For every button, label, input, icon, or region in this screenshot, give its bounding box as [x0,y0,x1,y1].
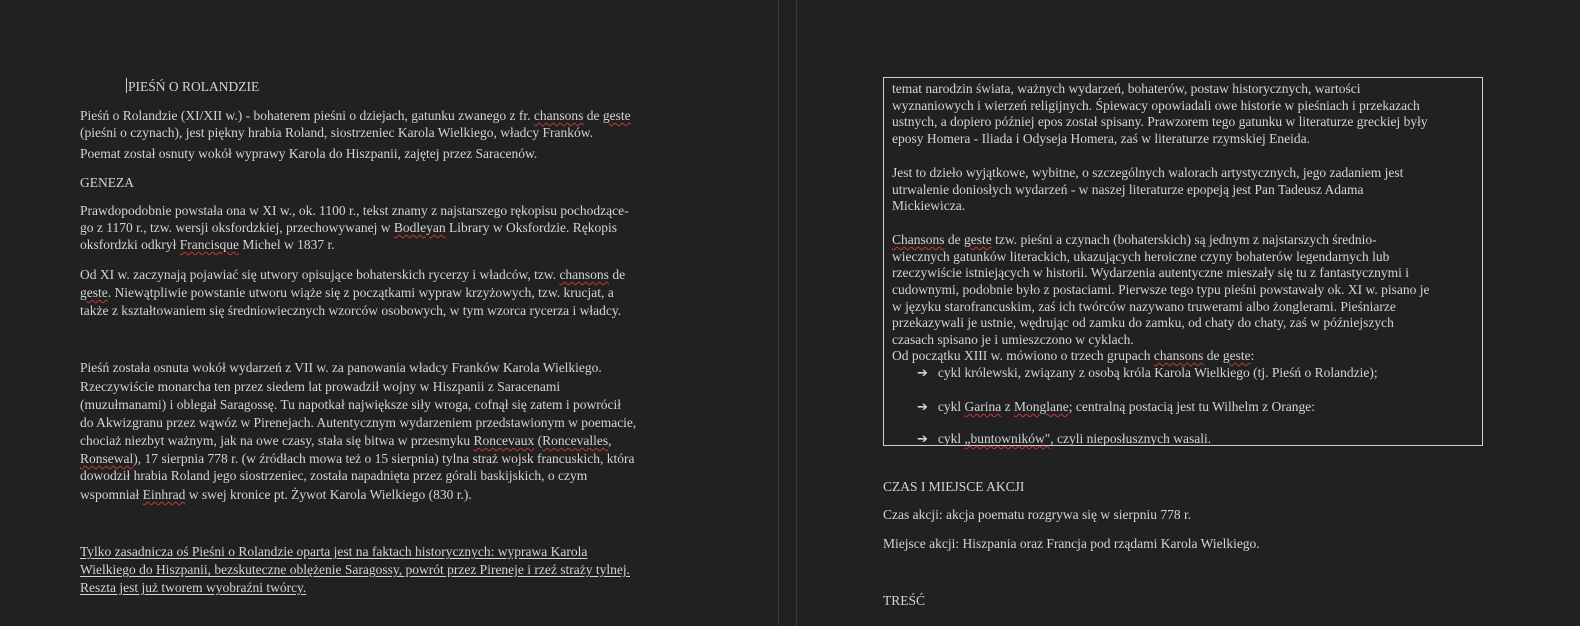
text-cursor [126,78,127,93]
box-p3-line-2[interactable]: wiecznych gatunków literackich, ukazujących heroiczne czyny bohaterów legendarnych lub [892,249,1390,264]
bullet-royal-cycle[interactable]: ➔ cykl królewski, związany z osobą króla Karola Wielkiego (tj. Pieśń o Rolandzie); [917,365,1378,381]
geneza-heading[interactable]: GENEZA [80,175,134,190]
para4-line-4[interactable]: do Akwizgranu przez wąwóz w Pirenejach. Autentycznym wydarzeniem przedstawionym w poemacie, [80,415,637,430]
para4-line-3[interactable]: (muzułmanami) i oblegał Saragossę. Tu napotkał największe siły wroga, cofnął się zatem i powrócił [80,397,621,412]
document-page-left[interactable] [0,0,778,626]
para3-line-3[interactable]: także z kształtowaniem się średniowiecznych wzorców osobowych, w tym wzorca rycerza i władcy. [80,303,622,318]
geneza-line-3[interactable]: oksfordzki odkrył Francisque Michel w 1837 r. [80,237,335,252]
box-p1-line-4[interactable]: eposy Homera - Iliada i Odyseja Homera, zaś w literaturze rzymskiej Eneida. [892,131,1310,146]
box-p3-line-8[interactable]: Od początku XIII w. mówiono o trzech grupach chansons de geste: [892,348,1255,363]
box-p3-line-7[interactable]: czasach spisano je i umieszczono w cyklach. [892,332,1134,347]
box-p3-line-6[interactable]: przekazywali je ustnie, wędrując od zamku do zamku, od chaty do chaty, zaś w późniejszych [892,315,1394,330]
box-p1-line-3[interactable]: ustnych, a dopiero później epos został spisany. Prawzorem tego gatunku w literaturze greckiej były [892,114,1428,129]
para4-line-5[interactable]: chociaż niezbyt ważnym, jak na owe czasy, stała się bitwa w przesmyku Roncevaux (Roncevalles, [80,433,612,448]
box-p2-line-1[interactable]: Jest to dzieło wyjątkowe, wybitne, o szczególnych walorach artystycznych, jego zadaniem jest [892,165,1404,180]
box-p2-line-2[interactable]: utrwalenie doniosłych wydarzeń - w naszej literaturze epopeją jest Pan Tadeusz Adama [892,182,1364,197]
box-p3-line-3[interactable]: rzeczywiście istniejących w historii. Wydarzenia autentyczne mieszały się tu z fantastycznymi i [892,265,1409,280]
geneza-line-1[interactable]: Prawdopodobnie powstała ona w XI w., ok. 1100 r., tekst znamy z najstarszego rękopisu pochodzące- [80,203,629,218]
underlined-line-3[interactable]: Reszta jest już tworem wyobraźni twórcy. [80,580,307,595]
bullet-garin-cycle[interactable]: ➔ cykl Garina z Monglane; centralną postacią jest tu Wilhelm z Orange: [917,399,1316,415]
box-p2-line-3[interactable]: Mickiewicza. [892,198,966,213]
intro-line-3[interactable]: Poemat został osnuty wokół wyprawy Karola do Hiszpanii, zajętej przez Saracenów. [80,146,538,161]
intro-line-1[interactable]: Pieśń o Rolandzie (XI/XII w.) - bohaterem pieśni o dziejach, gatunku zwanego z fr. chansons de geste [80,108,631,123]
page-title[interactable]: PIEŚŃ O ROLANDZIE [128,79,260,94]
box-p1-line-1[interactable]: temat narodzin świata, ważnych wydarzeń, bohaterów, postaw historycznych, wartości [892,81,1361,96]
para4-line-6[interactable]: Ronsewal), 17 sierpnia 778 r. (w źródłach mowa też o 15 sierpnia) tylna straż wojsk francuskich, która [80,451,635,466]
page-gap-left [778,0,779,626]
box-p3-line-1[interactable]: Chansons de geste tzw. pieśni a czynach (bohaterskich) są jednym z najstarszych średnio- [892,232,1377,247]
miejsce-akcji[interactable]: Miejsce akcji: Hiszpania oraz Francja pod rządami Karola Wielkiego. [883,536,1260,551]
document-page-right[interactable] [797,0,1580,626]
para4-line-1[interactable]: Pieśń została osnuta wokół wydarzeń z VII w. za panowania władcy Franków Karola Wielkiego. [80,360,602,375]
underlined-line-1[interactable]: Tylko zasadnicza oś Pieśni o Rolandzie oparta jest na faktach historycznych: wyprawa Karola [80,544,588,559]
para4-line-8[interactable]: wspomniał Einhrad w swej kronice pt. Żywot Karola Wielkiego (830 r.). [80,487,472,502]
para4-line-7[interactable]: dowodził hrabia Roland jego siostrzeniec, została napadnięta przez górali baskijskich, o czym [80,468,588,483]
box-p3-line-5[interactable]: w języku starofrancuskim, zaś ich twórców nazywano truwerami albo żonglerami. Pieśniarze [892,299,1396,314]
para4-line-2[interactable]: Rzeczywiście monarcha ten przez siedem lat prowadził wojny w Hiszpanii z Saracenami [80,379,561,394]
intro-line-2[interactable]: (pieśni o czynach), jest piękny hrabia Roland, siostrzeniec Karola Wielkiego, władcy Franków. [80,125,594,140]
tresc-heading[interactable]: TREŚĆ [883,593,926,608]
geneza-line-2[interactable]: go z 1170 r., tzw. wersji oksfordzkiej, przechowywanej w Bodleyan Library w Oksfordzie. Rękopis [80,220,618,235]
arrow-bullet-icon: ➔ [917,366,928,381]
arrow-bullet-icon: ➔ [917,432,928,447]
czas-heading[interactable]: CZAS I MIEJSCE AKCJI [883,479,1025,494]
underlined-line-2[interactable]: Wielkiego do Hiszpanii, bezskuteczne oblężenie Saragossy, powrót przez Pireneje i rzeź straży tylnej. [80,562,630,577]
bullet-rebels-cycle[interactable]: ➔ cykl „buntowników", czyli nieposłusznych wasali. [917,431,1212,447]
czas-akcji[interactable]: Czas akcji: akcja poematu rozgrywa się w sierpniu 778 r. [883,507,1192,522]
para3-line-1[interactable]: Od XI w. zaczynają pojawiać się utwory opisujące bohaterskich rycerzy i władców, tzw. chansons de [80,267,626,282]
box-p3-line-4[interactable]: cudownymi, podobnie było z postaciami. Pierwsze tego typu pieśni powstawały ok. XI w. pisano je [892,282,1430,297]
arrow-bullet-icon: ➔ [917,400,928,415]
para3-line-2[interactable]: geste. Niewątpliwie powstanie utworu wiąże się z początkami wypraw krzyżowych, tzw. krucjat, a [80,285,614,300]
box-p1-line-2[interactable]: wyznaniowych i wierzeń religijnych. Śpiewacy opowiadali owe historie w pieśniach i przekazach [892,98,1420,113]
